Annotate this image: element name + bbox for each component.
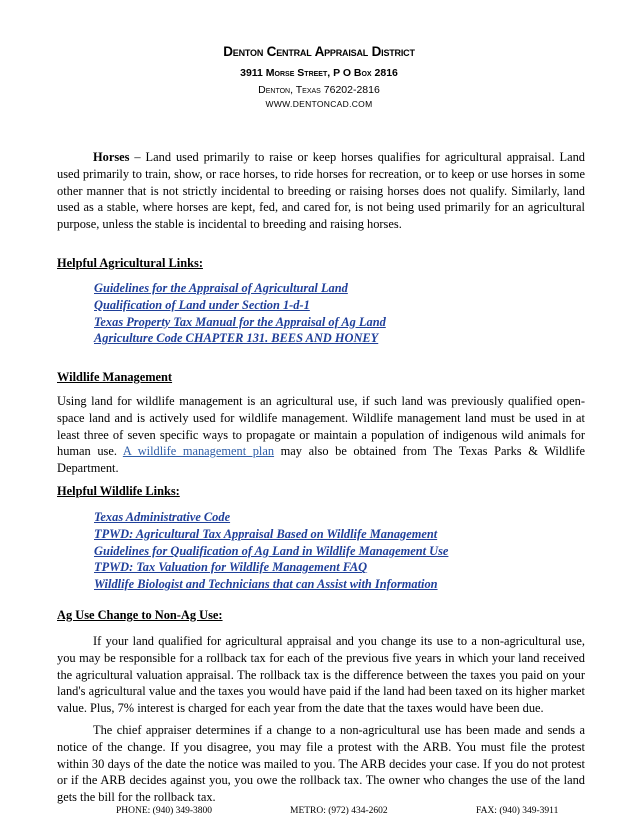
list-item — [94, 330, 386, 347]
list-item — [94, 526, 448, 543]
wildlife-link-guidelines[interactable]: Guidelines for Qualification of Ag Land in Wildlife Management Use — [94, 543, 449, 558]
list-item — [94, 543, 448, 560]
list-item — [94, 576, 448, 593]
list-item — [94, 509, 448, 526]
footer-phone: PHONE: (940) 349-3800 — [116, 806, 213, 816]
footer-fax: FAX: (940) 349-3911 — [476, 806, 559, 816]
wildlife-link-faq[interactable]: TPWD: Tax Valuation for Wildlife Management FAQ — [94, 560, 368, 575]
wildlife-text-after: may also be obtained from The Texas Parks & Wildlife Department. — [57, 444, 585, 476]
wildlife-link-admin-code[interactable]: Texas Administrative Code — [94, 510, 231, 524]
horses-text: – Land used primarily to raise or keep horses qualifies for agricultural appraisal. Land used primarily to train, show, or race horses, to ride horses for recreation, or to keep or use horses in some other manner that is not strictly incidental to breeding or raising horses does not qualify. Similarly, land used as a stable, where horses are kept, fed, and cared for, is not being used primarily for an agricultural purpose, unless the stable is incidental to breeding and raising horses. — [57, 150, 585, 232]
list-item — [94, 314, 386, 331]
wildlife-link-biologists[interactable]: Wildlife Biologist and Technicians that can Assist with Information — [94, 577, 438, 592]
footer-metro: METRO: (972) 434-2602 — [290, 806, 388, 816]
street-address: 3911 Morse Street, P O Box 2816 — [240, 67, 398, 79]
list-item — [94, 280, 386, 297]
ag-link-bees-honey[interactable]: Agriculture Code CHAPTER 131. BEES AND HONEY — [94, 331, 379, 346]
ag-link-tax-manual[interactable]: Texas Property Tax Manual for the Appraisal of Ag Land — [94, 314, 386, 329]
wildlife-plan-link[interactable]: A wildlife management plan — [122, 444, 275, 459]
ag-link-guidelines[interactable]: Guidelines for the Appraisal of Agricultural Land — [94, 281, 348, 295]
ag-links-list — [94, 280, 386, 347]
ag-link-qualification[interactable]: Qualification of Land under Section 1-d-1 — [94, 297, 310, 312]
list-item — [94, 297, 386, 314]
ag-change-paragraph-1: If your land qualified for agricultural appraisal and you change its use to a non-agricultural use, you may be responsible for a rollback tax for each of the previous five years in which your land received the agricultural valuation appraisal. The rollback tax is the difference between the taxes you paid on your land's agricultural value and the taxes you would have paid if the land had been taxed on its higher market value. Plus, 7% interest is charged for each year from the date that the taxes would have been due. — [57, 634, 585, 716]
wildlife-text-before: Using land for wildlife management is an agricultural use, if such land was previously qualified open-space land and is actively used for wildlife management. Wildlife management land must be used in at least three of seven specific ways to propagate or maintain a population of indigenous wild animals for human use. — [57, 394, 585, 459]
city-address: Denton, Texas 76202-2816 — [258, 84, 380, 96]
wildlife-heading: Wildlife Management — [57, 370, 173, 384]
website: WWW.DENTONCAD.COM — [265, 99, 373, 109]
ag-change-paragraph-2: The chief appraiser determines if a change to a non-agricultural use has been made and sends a notice of the change. If you disagree, you may file a protest with the ARB. You must file the protest within 30 days of the date the notice was mailed to you. The ARB decides your case. If you do not protest or if the ARB decides against you, you owe the rollback tax. The owner who changes the use of the land gets the bill for the rollback tax. — [57, 723, 585, 805]
ag-links-heading: Helpful Agricultural Links: — [57, 256, 203, 270]
district-name: Denton Central Appraisal District — [223, 44, 415, 59]
ag-change-heading: Ag Use Change to Non-Ag Use: — [57, 608, 223, 622]
wildlife-link-tpwd-appraisal[interactable]: TPWD: Agricultural Tax Appraisal Based on Wildlife Management — [94, 526, 438, 541]
wildlife-links-heading: Helpful Wildlife Links: — [57, 484, 180, 498]
horses-term: Horses — [93, 150, 130, 164]
list-item — [94, 559, 448, 576]
horses-paragraph — [57, 149, 585, 233]
wildlife-links-list — [94, 509, 448, 593]
wildlife-paragraph — [57, 393, 585, 477]
